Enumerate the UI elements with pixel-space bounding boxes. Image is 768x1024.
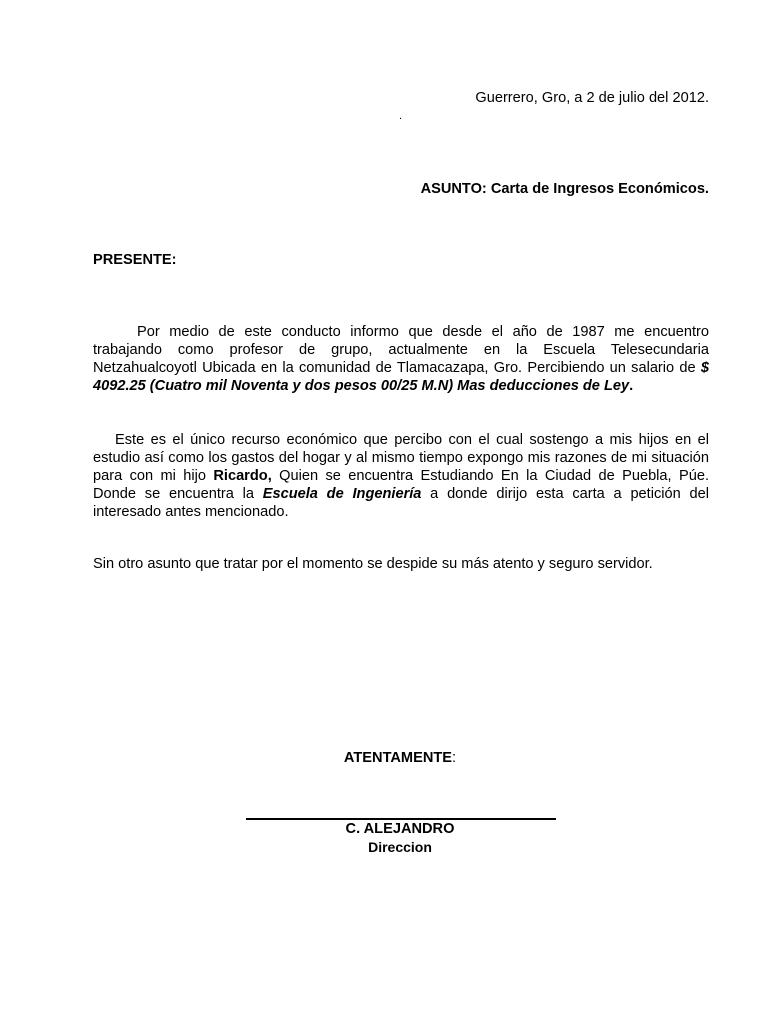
paragraph-income [93,323,709,395]
letter-salutation: PRESENTE: [93,252,177,268]
school-name: Escuela de Ingeniería [262,486,422,502]
salary-amount: $ 4092.25 (Cuatro mil Noventa y dos pesos 00/25 M.N) Mas deducciones de Ley [93,360,709,394]
paragraph-income-end: . [629,378,634,394]
paragraph-family-text-b: Quien se encuentra Estudiando En la Ciudad de Puebla, Púe. Donde se encuentra la [93,468,709,502]
son-name: Ricardo, [213,468,272,484]
paragraph-family [93,431,709,521]
paragraph-family-text-c: a donde dirijo esta carta a petición del interesado antes mencionado. [93,486,709,520]
signer-role: Direccion [368,839,432,855]
letter-date: Guerrero, Gro, a 2 de julio del 2012. [475,90,709,106]
closing [0,750,768,766]
letter-subject: ASUNTO: Carta de Ingresos Económicos. [420,181,709,197]
closing-colon: : [452,750,457,766]
paragraph-farewell: Sin otro asunto que tratar por el momento se despide su más atento y seguro servidor. [93,556,653,572]
signer-name: C. ALEJANDRO [345,821,455,837]
paragraph-income-text: Por medio de este conducto informo que desde el año de 1987 me encuentro trabajando como profesor de grupo, actualmente en la Escuela Telesecundaria Netzahualcoyotl Ubicada en la comunidad de Tlamacazapa, Gro. Percibiendo un salario de [93,324,709,376]
stray-dot: . [399,110,403,122]
signature-line [246,818,556,820]
closing-text: ATENTAMENTE [343,750,453,766]
paragraph-family-text-a: Este es el único recurso económico que percibo con el cual sostengo a mis hijos en el estudio así como los gastos del hogar y al mismo tiempo expongo mis razones de mi situación para con mi hijo [93,432,709,484]
